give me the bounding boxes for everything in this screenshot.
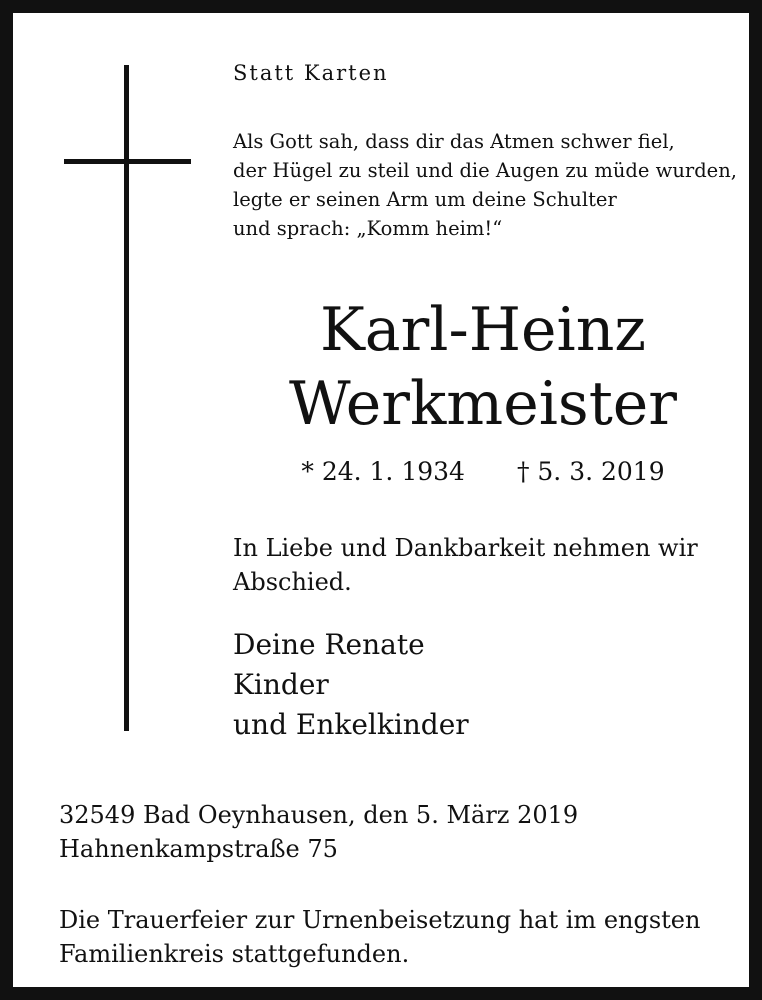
- cross-horizontal-bar: [64, 159, 191, 164]
- address-line: Hahnenkampstraße 75: [59, 835, 338, 863]
- verse-line: Als Gott sah, dass dir das Atmen schwer fiel,: [233, 130, 675, 153]
- address-line: 32549 Bad Oeynhausen, den 5. März 2019: [59, 801, 579, 829]
- life-dates: [233, 457, 733, 486]
- family-line: Deine Renate: [233, 628, 425, 661]
- header-text: Statt Karten: [233, 61, 389, 85]
- farewell-text: In Liebe und Dankbarkeit nehmen wir Abschied.: [233, 534, 698, 596]
- verse-line: der Hügel zu steil und die Augen zu müde wurden,: [233, 159, 737, 182]
- verse-line: und sprach: „Komm heim!“: [233, 217, 503, 240]
- deceased-last-name: Werkmeister: [288, 369, 677, 439]
- verse: [233, 127, 737, 243]
- deceased-first-name: Karl-Heinz: [319, 295, 646, 365]
- funeral-note: [59, 903, 700, 971]
- note-line: Familienkreis stattgefunden.: [59, 940, 410, 968]
- family-signature: [233, 625, 469, 745]
- address-block: [59, 798, 578, 866]
- death-date: † 5. 3. 2019: [516, 457, 665, 486]
- family-line: und Enkelkinder: [233, 708, 469, 741]
- note-line: Die Trauerfeier zur Urnenbeisetzung hat im engsten: [59, 906, 701, 934]
- cross-vertical-bar: [124, 65, 129, 731]
- birth-date: * 24. 1. 1934: [301, 457, 465, 486]
- verse-line: legte er seinen Arm um deine Schulter: [233, 188, 617, 211]
- family-line: Kinder: [233, 668, 329, 701]
